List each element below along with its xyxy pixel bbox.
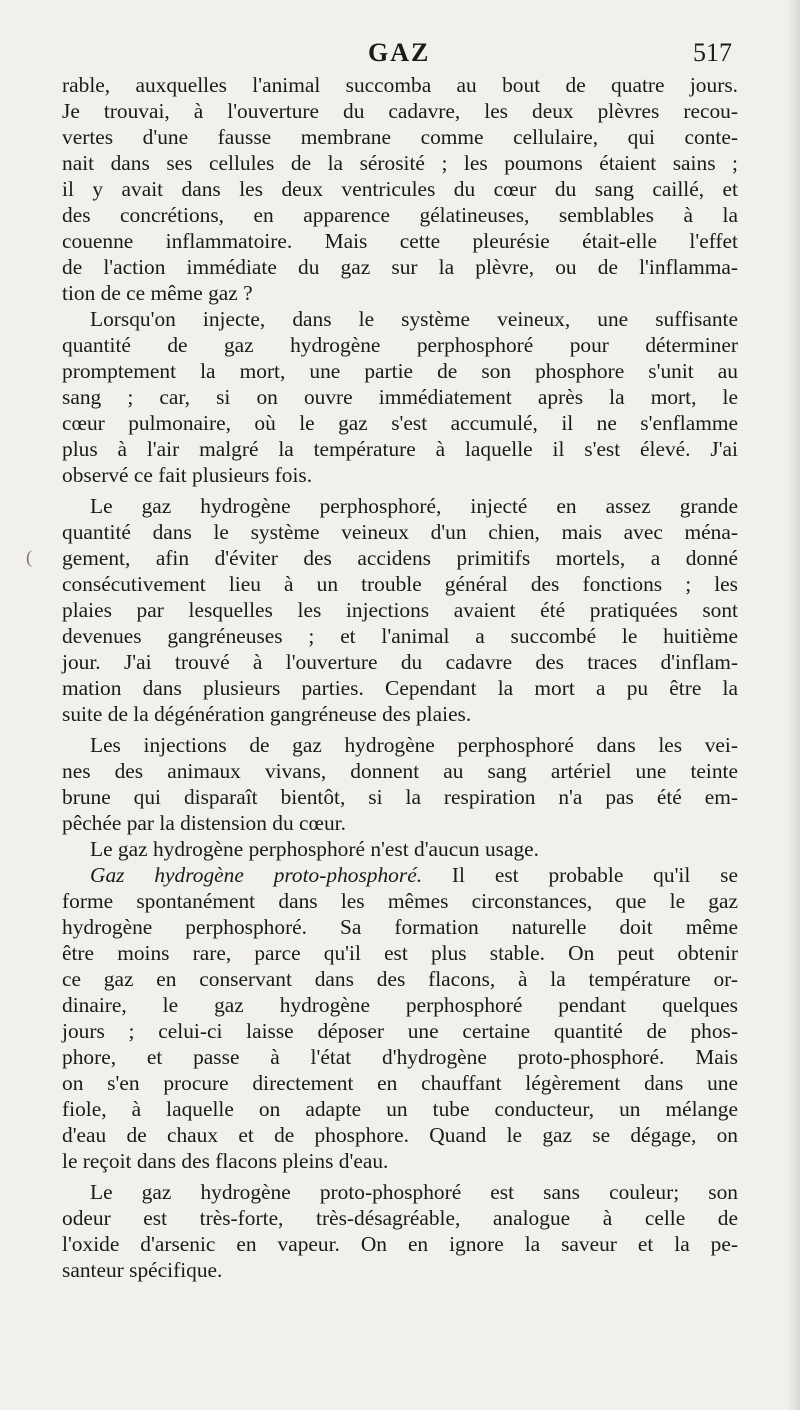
page-number: 517	[693, 38, 732, 67]
paragraph	[62, 836, 738, 862]
text-line: forme spontanément dans les mêmes circonstances, que le gaz	[62, 889, 738, 913]
running-title: GAZ	[368, 38, 431, 67]
text-line: Le gaz hydrogène perphosphoré n'est d'aucun usage.	[90, 837, 540, 861]
text-line: observé ce fait plusieurs fois.	[62, 463, 313, 487]
text-line: fiole, à laquelle on adapte un tube conducteur, un mélange	[62, 1097, 738, 1121]
paragraph	[62, 493, 738, 727]
text-line: d'eau de chaux et de phosphore. Quand le gaz se dégage, on	[62, 1123, 738, 1147]
text-line: il y avait dans les deux ventricules du cœur du sang caillé, et	[62, 177, 738, 201]
text-line: nes des animaux vivans, donnent au sang artériel une teinte	[62, 759, 738, 783]
text-line: Le gaz hydrogène perphosphoré, injecté en assez grande	[90, 494, 738, 518]
text-line: Je trouvai, à l'ouverture du cadavre, les deux plèvres recou-	[62, 99, 738, 123]
text-line: nait dans ses cellules de la sérosité ; les poumons étaient sains ;	[62, 151, 738, 175]
text-line: brune qui disparaît bientôt, si la respiration n'a pas été em-	[62, 785, 738, 809]
text-line: dinaire, le gaz hydrogène perphosphoré pendant quelques	[62, 993, 738, 1017]
text-line: l'oxide d'arsenic en vapeur. On en ignore la saveur et la pe-	[62, 1232, 738, 1256]
text-line	[62, 862, 738, 888]
text-line: de l'action immédiate du gaz sur la plèvre, ou de l'inflamma-	[62, 255, 738, 279]
text-line: jours ; celui-ci laisse déposer une certaine quantité de phos-	[62, 1019, 738, 1043]
paragraph	[62, 1179, 738, 1283]
text-line: plus à l'air malgré la température à laquelle il s'est élevé. J'ai	[62, 437, 738, 461]
paragraph	[62, 732, 738, 836]
text-line: Le gaz hydrogène proto-phosphoré est sans couleur; son	[90, 1180, 738, 1204]
text-line: cœur pulmonaire, où le gaz s'est accumulé, il ne s'enflamme	[62, 411, 738, 435]
text-line: Les injections de gaz hydrogène perphosphoré dans les vei-	[90, 733, 738, 757]
text-line: sang ; car, si on ouvre immédiatement après la mort, le	[62, 385, 738, 409]
text-line: santeur spécifique.	[62, 1258, 223, 1282]
text-line: gement, afin d'éviter des accidens primitifs mortels, a donné	[62, 546, 738, 570]
paragraph	[62, 862, 738, 1174]
text-line: tion de ce même gaz ?	[62, 281, 253, 305]
text-line: quantité dans le système veineux d'un chien, mais avec ména-	[62, 520, 738, 544]
text-line: quantité de gaz hydrogène perphosphoré pour déterminer	[62, 333, 738, 357]
body-text	[62, 72, 738, 1283]
text-line: on s'en procure directement en chauffant légèrement dans une	[62, 1071, 738, 1095]
text-line: odeur est très-forte, très-désagréable, analogue à celle de	[62, 1206, 738, 1230]
text-line: jour. J'ai trouvé à l'ouverture du cadavre des traces d'inflam-	[62, 650, 738, 674]
text-line: rable, auxquelles l'animal succomba au bout de quatre jours.	[62, 73, 738, 97]
text-line: phore, et passe à l'état d'hydrogène proto-phosphoré. Mais	[62, 1045, 738, 1069]
text-line: des concrétions, en apparence gélatineuses, semblables à la	[62, 203, 738, 227]
page-edge-shadow	[786, 0, 800, 1410]
text-line: ce gaz en conservant dans des flacons, à la température or-	[62, 967, 738, 991]
text-line: devenues gangréneuses ; et l'animal a succombé le huitième	[62, 624, 738, 648]
margin-mark: (	[26, 547, 32, 567]
text-line: plaies par lesquelles les injections avaient été pratiquées sont	[62, 598, 738, 622]
text-line: couenne inflammatoire. Mais cette pleurésie était-elle l'effet	[62, 229, 738, 253]
text-line: le reçoit dans des flacons pleins d'eau.	[62, 1149, 389, 1173]
text-line: hydrogène perphosphoré. Sa formation naturelle doit même	[62, 915, 738, 939]
text-line: vertes d'une fausse membrane comme cellulaire, qui conte-	[62, 125, 738, 149]
text-line: consécutivement lieu à un trouble général des fonctions ; les	[62, 572, 738, 596]
text-fragment: Il est probable qu'il se	[422, 863, 738, 887]
text-line: être moins rare, parce qu'il est plus stable. On peut obtenir	[62, 941, 738, 965]
text-line: pêchée par la distension du cœur.	[62, 811, 346, 835]
italic-lead: Gaz hydrogène proto-phosphoré.	[90, 863, 423, 887]
paragraph	[62, 306, 738, 488]
text-line: Lorsqu'on injecte, dans le système veineux, une suffisante	[90, 307, 738, 331]
text-line: promptement la mort, une partie de son phosphore s'unit au	[62, 359, 738, 383]
text-line: suite de la dégénération gangréneuse des plaies.	[62, 702, 472, 726]
paragraph-continuation	[62, 72, 738, 306]
text-line: mation dans plusieurs parties. Cependant la mort a pu être la	[62, 676, 738, 700]
